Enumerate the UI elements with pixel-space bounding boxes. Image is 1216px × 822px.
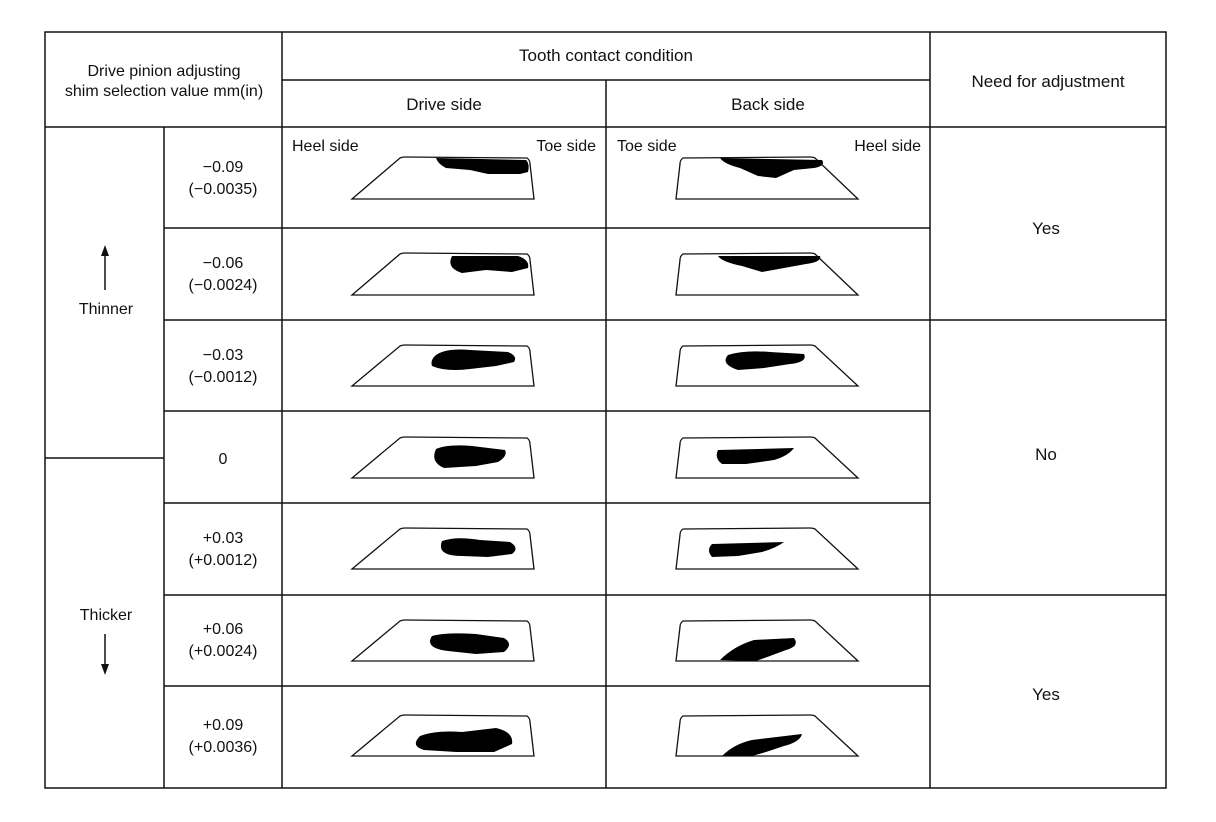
need-adjustment-header: Need for adjustment: [971, 72, 1125, 91]
drive-contact-pattern: [436, 158, 529, 174]
shim-value-mm: −0.06: [202, 255, 244, 272]
drive-side-contact-patterns: [416, 158, 529, 752]
shim-value-mm: 0: [218, 451, 228, 468]
back-heel-label: Heel side: [854, 138, 921, 155]
shim-value-mm: −0.03: [202, 347, 244, 364]
drive-contact-pattern: [450, 256, 528, 273]
thinner-arrow-icon: [101, 245, 109, 290]
adjustment-yes-bottom: Yes: [1032, 685, 1060, 704]
back-toe-label: Toe side: [617, 138, 677, 155]
drive-contact-pattern: [430, 633, 509, 654]
shim-value-in: (−0.0035): [188, 181, 258, 198]
tooth-contact-header: Tooth contact condition: [519, 46, 693, 65]
shim-label-line2: shim selection value mm(in): [64, 83, 264, 100]
shim-value-mm: +0.06: [202, 621, 244, 638]
drive-contact-pattern: [416, 728, 512, 752]
shim-value-in: (−0.0024): [188, 277, 258, 294]
back-contact-pattern: [718, 256, 820, 272]
back-contact-pattern: [726, 351, 805, 370]
table-grid: [45, 32, 1166, 788]
shim-label-line1: Drive pinion adjusting: [87, 63, 241, 80]
shim-value-mm: +0.09: [202, 717, 244, 734]
thicker-arrow-icon: [101, 634, 109, 675]
shim-value-in: (+0.0024): [188, 643, 258, 660]
drive-contact-pattern: [441, 538, 516, 557]
back-contact-pattern: [720, 638, 796, 661]
drive-contact-pattern: [432, 350, 516, 370]
drive-toe-label: Toe side: [536, 138, 596, 155]
back-contact-pattern: [722, 734, 802, 756]
shim-value-in: (+0.0012): [188, 552, 258, 569]
shim-value-in: (−0.0012): [188, 369, 258, 386]
drive-side-header: Drive side: [406, 95, 482, 114]
drive-heel-label: Heel side: [292, 138, 359, 155]
back-side-header: Back side: [731, 95, 805, 114]
adjustment-no: No: [1035, 445, 1057, 464]
shim-value-mm: +0.03: [202, 530, 244, 547]
back-contact-pattern: [709, 542, 784, 557]
back-side-contact-patterns: [709, 158, 823, 756]
back-contact-pattern: [720, 158, 823, 178]
drive-contact-pattern: [434, 445, 505, 468]
adjustment-yes-top: Yes: [1032, 219, 1060, 238]
shim-value-in: (+0.0036): [188, 739, 258, 756]
thicker-label: Thicker: [79, 607, 133, 624]
back-contact-pattern: [717, 448, 794, 464]
thinner-label: Thinner: [78, 301, 134, 318]
shim-value-mm: −0.09: [202, 159, 244, 176]
